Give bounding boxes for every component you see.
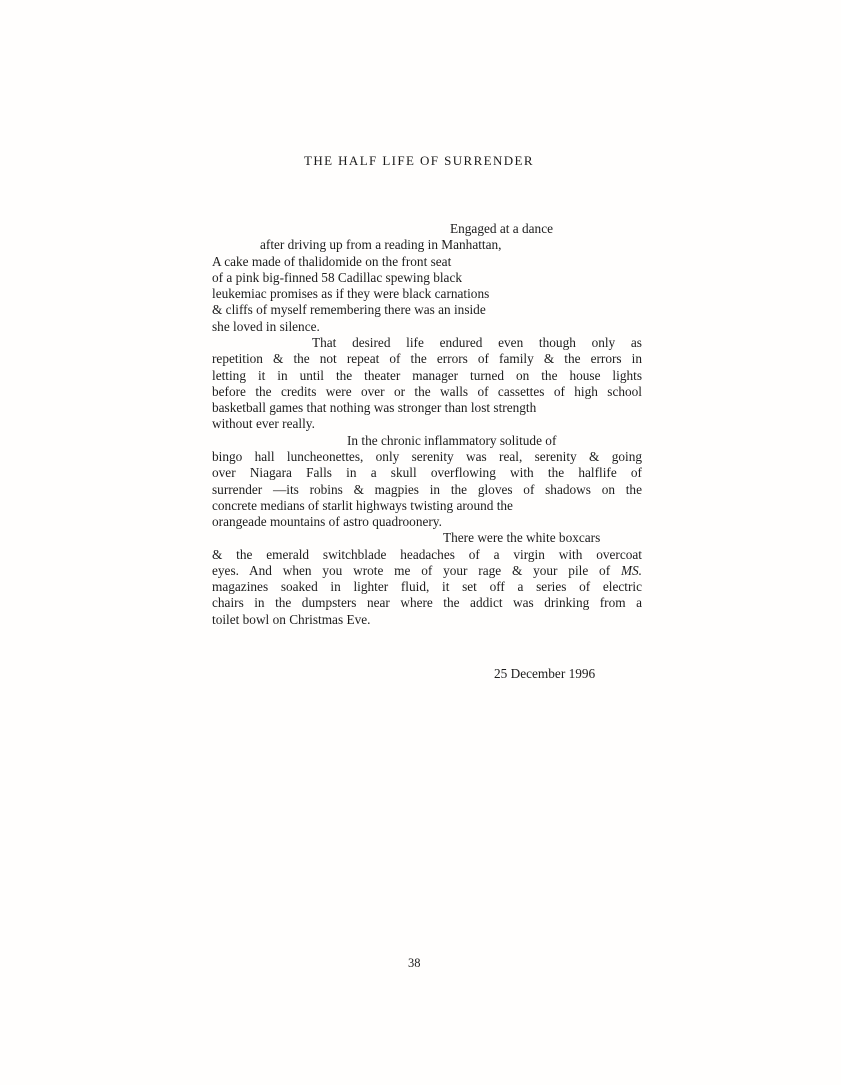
poem-line: eyes. And when you wrote me of your rage & your pile of MS.	[212, 562, 642, 578]
poem-line: toilet bowl on Christmas Eve.	[212, 611, 371, 627]
poem-line: leukemiac promises as if they were black carnations	[212, 286, 490, 302]
poem-line: chairs in the dumpsters near where the addict was drinking from a	[212, 595, 642, 611]
page-number: 38	[408, 956, 421, 970]
poem-line: she loved in silence.	[212, 318, 320, 334]
poem-line: In the chronic inflammatory solitude of	[347, 432, 557, 448]
poem-line: There were the white boxcars	[443, 530, 601, 546]
poem-line: bingo hall luncheonettes, only serenity was real, serenity & going	[212, 448, 642, 464]
poem-line: & cliffs of myself remembering there was an inside	[212, 302, 486, 318]
italic-text: MS.	[620, 562, 642, 578]
poem-line: A cake made of thalidomide on the front seat	[212, 253, 452, 269]
poem-line: repetition & the not repeat of the errors of family & the errors in	[212, 351, 642, 367]
poem-line: concrete medians of starlit highways twisting around the	[212, 497, 513, 513]
poem-title: THE HALF LIFE OF SURRENDER	[304, 153, 534, 168]
poem-line: before the credits were over or the walls of cassettes of high school	[212, 383, 642, 399]
poem-date: 25 December 1996	[494, 666, 596, 681]
poem-line: & the emerald switchblade headaches of a virgin with overcoat	[212, 546, 642, 562]
poem-line: magazines soaked in lighter fluid, it set off a series of electric	[212, 579, 642, 595]
poem-line: letting it in until the theater manager turned on the house lights	[212, 367, 642, 383]
poem-line: without ever really.	[212, 416, 315, 432]
poem-line: Engaged at a dance	[450, 221, 553, 236]
poem-body	[212, 221, 642, 628]
poem-line: surrender —its robins & magpies in the gloves of shadows on the	[212, 481, 642, 497]
poem-line: orangeade mountains of astro quadroonery.	[212, 514, 442, 530]
poem-line: That desired life endured even though only as	[312, 334, 642, 350]
poem-line: after driving up from a reading in Manhattan,	[260, 237, 502, 253]
poem-line: over Niagara Falls in a skull overflowing with the halflife of	[212, 465, 642, 481]
poem-line: basketball games that nothing was stronger than lost strength	[212, 400, 537, 416]
poem-line: of a pink big-finned 58 Cadillac spewing black	[212, 269, 462, 285]
